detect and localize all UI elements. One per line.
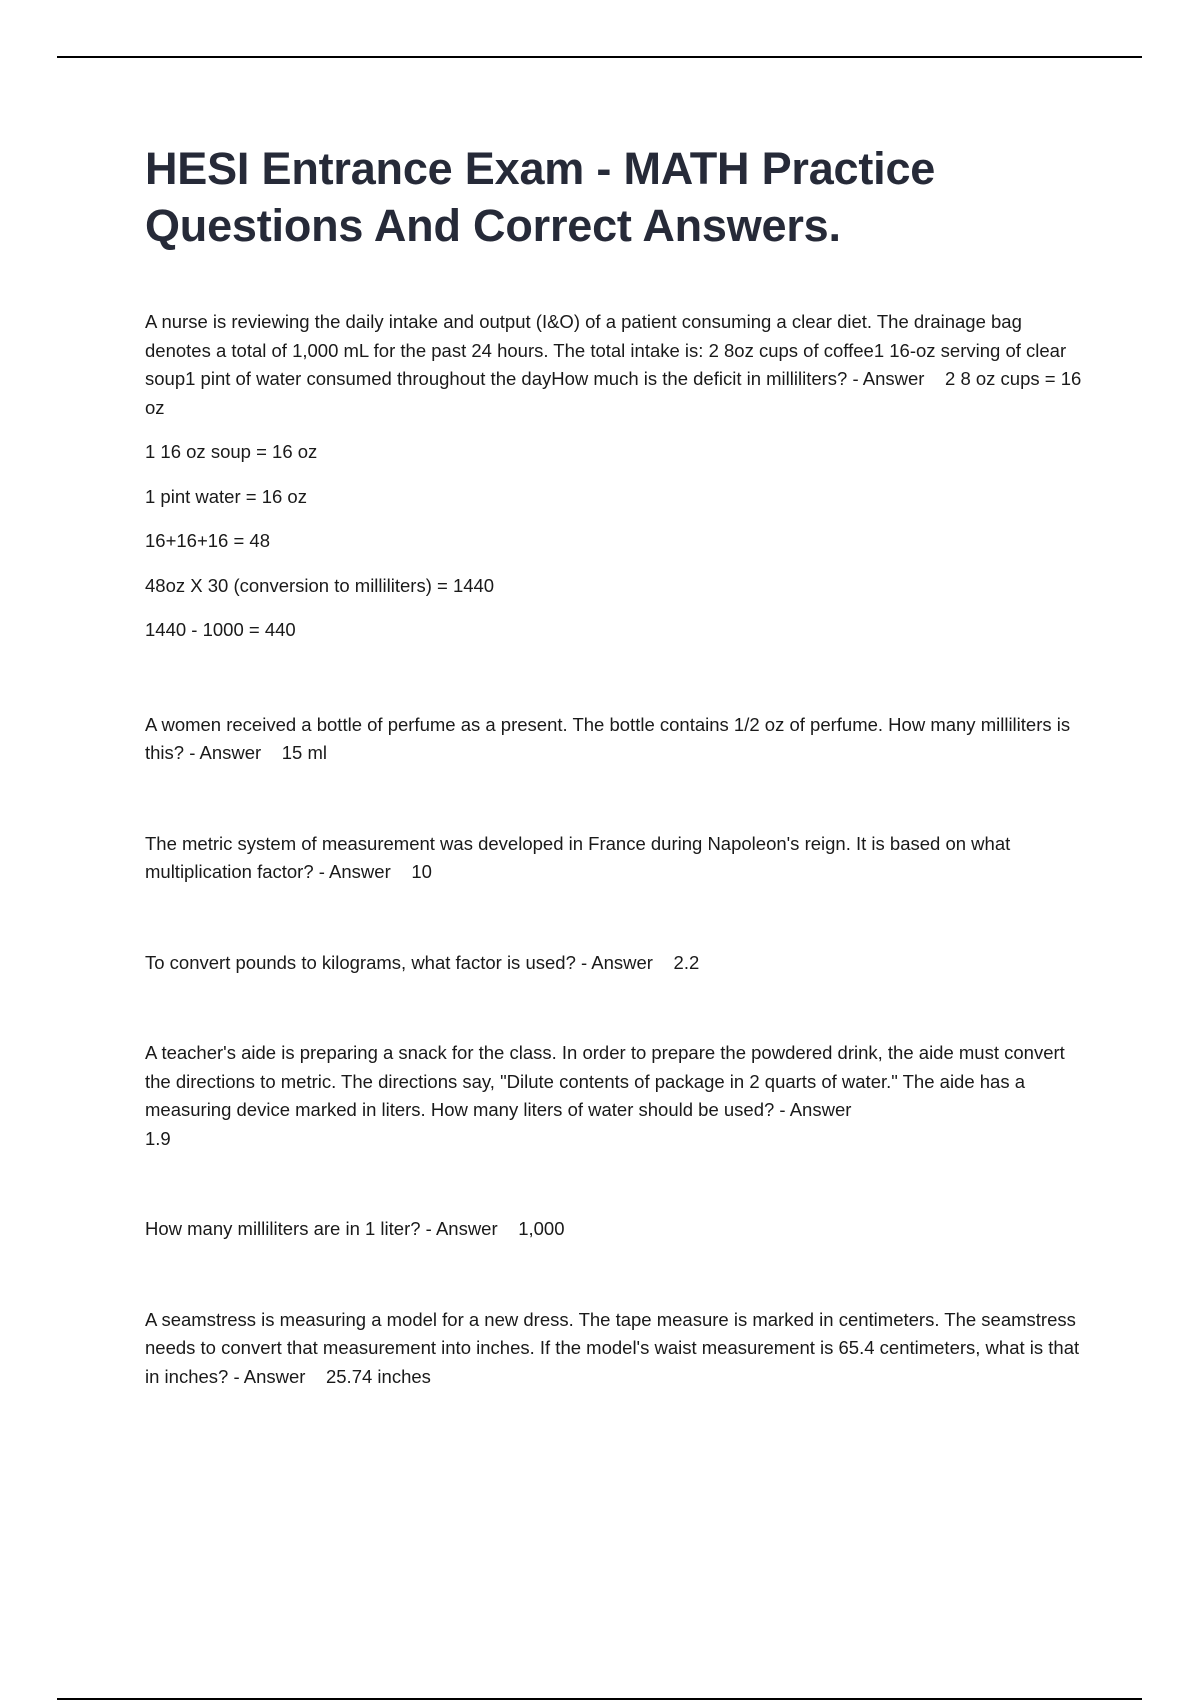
- question-text: [145, 711, 1090, 768]
- qa-item-5: [145, 1039, 1090, 1153]
- work-line: 1 pint water = 16 oz: [145, 485, 307, 507]
- question-text: [145, 949, 1090, 978]
- question-text: [145, 1039, 1090, 1153]
- question-text: [145, 1306, 1090, 1392]
- qa-item-7: [145, 1306, 1090, 1392]
- question-prompt: A seamstress is measuring a model for a new dress. The tape measure is marked in centimeters. The seamstress needs to convert that measurement into inches. If the model's waist measurement is 65.4 centimeters, what is that in inches? - Answer: [145, 1308, 1080, 1387]
- work-line: 1 16 oz soup = 16 oz: [145, 441, 318, 462]
- answer-text: 2 8 oz cups = 16 oz: [145, 368, 1082, 418]
- qa-item-3: [145, 830, 1090, 887]
- work-line: 48oz X 30 (conversion to milliliters) = 1440: [145, 574, 495, 596]
- top-rule: [57, 56, 1142, 58]
- qa-item-2: [145, 711, 1090, 768]
- qa-item-1: [145, 308, 1090, 645]
- question-text: [145, 1215, 1090, 1244]
- question-prompt: A women received a bottle of perfume as a present. The bottle contains 1/2 oz of perfume. How many milliliters is this? - Answer: [145, 713, 1071, 763]
- qa-item-6: [145, 1215, 1090, 1244]
- answer-text: 1.9: [145, 1127, 171, 1149]
- question-prompt: A teacher's aide is preparing a snack for the class. In order to prepare the powdered drink, the aide must convert the directions to metric. The directions say, "Dilute contents of package in 2 quarts of water." The aide has a measuring device marked in liters. How many liters of water should be used? - Answer: [145, 1042, 1065, 1120]
- answer-text: 2.2: [673, 951, 700, 973]
- question-prompt: A nurse is reviewing the daily intake and output (I&O) of a patient consuming a clear diet. The drainage bag denotes a total of 1,000 mL for the past 24 hours. The total intake is: 2 8oz cups of coffee1 16-oz serving of clear soup1 pint of water consumed throughout the dayHow much is the deficit in milliliters? - Answer: [145, 311, 1067, 389]
- question-prompt: The metric system of measurement was developed in France during Napoleon's reign. It is based on what multiplication factor? - Answer: [145, 832, 1011, 882]
- work-line: 1440 - 1000 = 440: [145, 619, 296, 640]
- answer-text: 10: [411, 861, 432, 882]
- answer-text: 1,000: [518, 1218, 565, 1239]
- document-body: [145, 140, 1090, 1391]
- work-line: 16+16+16 = 48: [145, 530, 271, 551]
- document-title: HESI Entrance Exam - MATH Practice Questions And Correct Answers.: [145, 143, 936, 251]
- answer-text: 15 ml: [281, 742, 327, 763]
- question-prompt: To convert pounds to kilograms, what factor is used? - Answer: [145, 951, 653, 973]
- question-text: [145, 308, 1090, 422]
- qa-item-4: [145, 949, 1090, 978]
- question-prompt: How many milliliters are in 1 liter? - Answer: [145, 1218, 498, 1239]
- answer-text: 25.74 inches: [325, 1365, 431, 1387]
- question-text: [145, 830, 1090, 887]
